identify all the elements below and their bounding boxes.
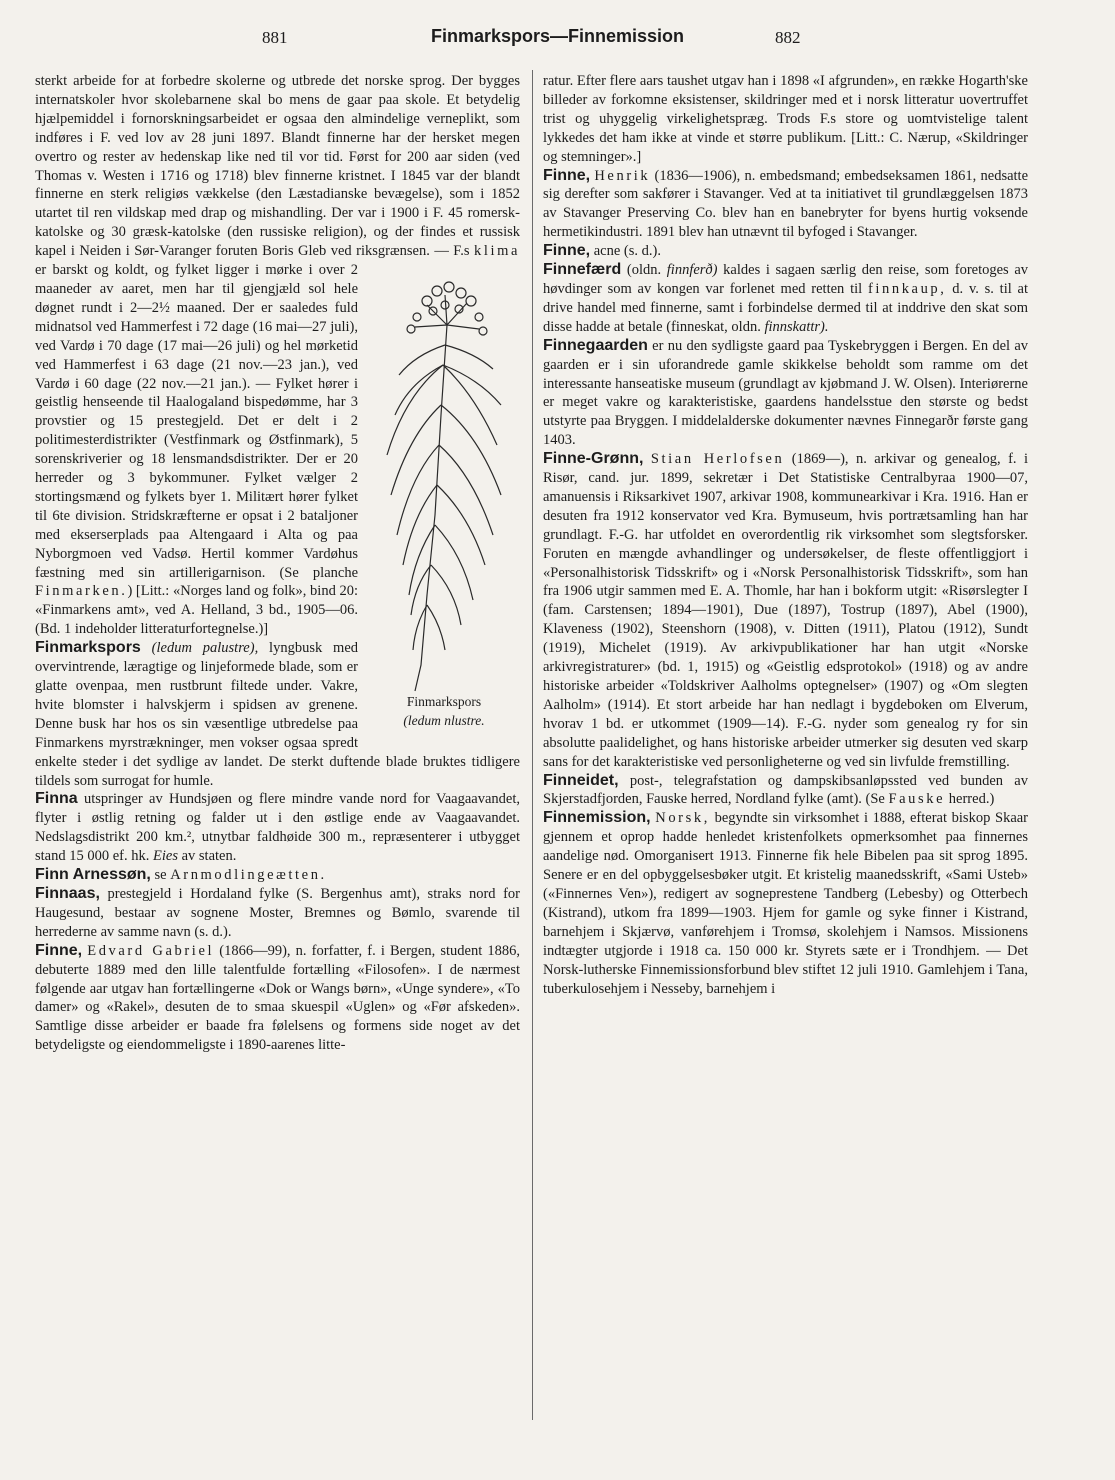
entry-finna xyxy=(35,790,520,866)
right-column xyxy=(543,72,1028,1432)
text: kaldes i sagaen særlig den reise, som foretoges av høvdinger som av kongen var forlenet med retten til xyxy=(543,262,1029,297)
entry-finne-acne xyxy=(543,242,1028,261)
finmarken-ref: Finmarken. xyxy=(35,583,128,600)
entry-finnefaerd xyxy=(543,261,1028,337)
text: ) [Litt.: «Norges land og folk», bind 20: «Finmarkens amt», ved A. Helland, 3 bd., 1905—06. (Bd. 1 indeholder litteraturfortegnelse.)] xyxy=(35,583,358,638)
person-name: Stian Herlofsen xyxy=(650,451,785,468)
finnkaup-term: finnkaup, xyxy=(867,280,947,297)
headword: Finnemission, xyxy=(543,809,651,827)
text: se xyxy=(154,867,167,884)
headword: Finnefærd xyxy=(543,261,622,279)
entry-finneidet xyxy=(543,772,1028,810)
text: begyndte sin virksomhet i 1888, efterat biskop Skaar gjennem et oprop hadde henledet kristenfolkets opmerksomhet paa finnernes aandelige nød. Omorganisert 1913. Finnerne fik hele Bibelen paa sit sprog 1895. Senere er en del opbyggelsesbøker utgit. Et kristelig maanedsskrift, «Sami Usteb» («Finnernes Ven»), redigert av sogneprestene Tandberg (Lebesby) og Otterbech (Kistrand), utkom fra 1899—1903. Hjem for gamle og syke finner i Kistrand, barnehjem i Skjærvø, vanførehjem i Tromsø, skolehjem i Namsos. Missionens indtægter utgjorde i 1918 ca. 150 000 kr. Styrets sæte er i Trondhjem. — Det Norsk-lutherske Finnemissionsforbund blev stiftet 12 juli 1910. Gamlehjem i Tana, tuberkulosehjem i Nesseby, barnehjem i xyxy=(543,810,1029,997)
running-title: Finmarkspors—Finnemission xyxy=(430,26,685,46)
entry-finn-arnessen xyxy=(35,866,520,885)
caption-title: Finmarkspors xyxy=(406,694,482,710)
text: ratur. Efter flere aars taushet utgav han i 1898 «I afgrunden», en række Hogarth'ske billeder av forkomne eksistenser, skildringer med et i norsk litteratur uovertruffet trist og uhyggelig virkelighetspræg. Trods F.s store og uomtvistelige talent lykkedes det ham ikke at vinde et større publikum. [Litt.: C. Nærup, «Skildringer og stemninger».] xyxy=(543,73,1028,165)
qualifier: Norsk, xyxy=(655,810,710,827)
text: (1836—1906), n. embedsmand; embedseksamen 1861, nedsatte sig derefter som sakfører i Stavanger. Ved at ta initiativet til grundlæggelsen 1873 av Stavanger Preserving Co. blev han en banebryter for byens hurtig voksende hermetikindustri. 1891 blev han utnævnt til byfoged i Stavanger. xyxy=(543,167,1029,241)
text: av staten. xyxy=(181,848,237,865)
page-number-left: 881 xyxy=(262,28,288,47)
entry-finnemission xyxy=(543,809,1028,998)
entry-finne-henrik xyxy=(543,167,1028,243)
headword: Finnaas, xyxy=(35,884,100,902)
text: herred.) xyxy=(948,791,995,808)
entry-finnaas xyxy=(35,885,520,942)
headword: Finmarkspors xyxy=(35,639,141,657)
left-column xyxy=(35,72,520,1432)
old-norse-word: finnferð) xyxy=(666,262,718,279)
old-norse-word: finnskattr). xyxy=(764,318,829,335)
headword: Finna xyxy=(35,790,78,808)
text: (1866—99), n. forfatter, f. i Bergen, student 1886, debuterte 1889 med den lille talentfulde fortælling «Filosofen». I de nærmest følgende aar utgav han fortællingerne «Dok or Wangs børn», «Unge syndere», «To damer» og «Rakel», desuten de to smaa skuespil «Uglen» og «Før afskeden». Samtlige disse arbeider er baade fra følelsens og formens side noget av det betydeligste og eiendommeligste i 1890-aarenes litte- xyxy=(35,942,520,1054)
page-header xyxy=(0,28,1115,54)
text: post-, telegrafstation og dampskibsanløpssted ved bunden av Skjerstadfjorden, Fauske herred, Nordland fylke (amt). (Se xyxy=(543,772,1028,808)
entry-finnegaarden xyxy=(543,337,1028,450)
person-name: Edvard Gabriel xyxy=(87,942,215,959)
headword: Finne, xyxy=(35,941,83,959)
headword: Finne-Grønn, xyxy=(543,450,644,468)
text: (1869—), n. arkivar og genealog, f. i Risør, cand. jur. 1899, sekretær i Det Statistiske Centralbyraa 1900—07, amanuensis i Riksarkivet 1907, arkivar 1908, kommunearkivar i Kra. 1916. Han er desuten fra 1912 konservator ved Kra. Bymuseum, hvis portrætsamling han har grundlagt. F.-G. har utfoldet en overordentlig rik virksomhet som slegtsforsker. Foruten en mængde avhandlinger og undersøkelser, de fleste offentliggjort i «Personalhistorisk Tidsskrift» og i «Norsk Personalhistorisk Tidsskrift», som han fra 1906 utgir sammen med E. A. Thomle, har han i bokform utgit: «Risørslegter I (fam. Carstensen; 1894—1901), Due (1897), Tostrup (1897), Abel (1900), Klaveness (1902), Steenshorn (1908), v. Ditten (1911), Platou (1912), Sundt (1919), Michelet (1919). Av arkivpublikationer har han utgit «Norske arkivregistraturer» (bd. 1, 1915) og «Geistlig edsprotokol» (1918) og av andre historiske arbeider «Toldskriver Aalholms optegnelser» (1907) og «Om slegten Aalholm» (1914). Et stort arbeide har han nedlagt i bygdeboken om Elverum, hvorav 1 bd. er utkommet (1909—14). F.-G. nyder som genealog ry for sin absolutte paalidelighet, og hans historiske arbeider utmerker sig desuten ved skarp sans for det karakteristiske ved personligheterne og ved sin livfulde fremstilling. xyxy=(543,451,1028,770)
text: acne (s. d.). xyxy=(593,243,661,260)
cross-reference: Fauske xyxy=(888,791,946,808)
person-name: Henrik xyxy=(594,167,651,184)
headword: Finnegaarden xyxy=(543,336,648,354)
text: utspringer av Hundsjøen og flere mindre vande nord for Vaagaavandet, flyter i østlig retning og falder ut i den østlige ende av Vaagaavandet. Nedslagsdistrikt 200 km.², utnytbar faldhøide 300 m., repræsenterer i utbygget stand 15 000 ef. hk. xyxy=(35,791,520,865)
text: er nu den sydligste gaard paa Tyskebryggen i Bergen. En del av gaarden er i sin uforandrede gamle skikkelse beholdt som ramme om det interessante hanseatiske museum (grundlagt av kjøbmand J. W. Olsen). Interiørerne er meget vakre og karakteristiske, gaardens handelsstue den største og bedst utstyrte paa Bryggen. I middelalderske dokumenter nævnes Finnegarðr første gang 1403. xyxy=(543,337,1029,449)
column-divider xyxy=(532,70,533,1420)
headword: Finneidet, xyxy=(543,771,619,789)
caption-latin: (ledum nlustre. xyxy=(403,712,485,728)
finmarkspors-illustration xyxy=(368,265,520,735)
headword: Finne, xyxy=(543,242,591,260)
text: (oldn. xyxy=(626,262,662,279)
entry-finne-edvard xyxy=(35,942,520,1055)
headword: Finne, xyxy=(543,166,591,184)
text: d. v. s. til at drive handel med finnerne, samt i forbindelse dermed til at inddrive den skat som disse hadde at betale (finneskat, oldn. xyxy=(543,280,1029,335)
ledum-plant-drawing xyxy=(375,265,513,693)
text: lyngbusk med overvintrende, læragtige og linjeformede blade, som er glatte ovenpaa, men rustbrunt filtede under. Vakre, hvite blomster i halvskjerm i spidsen av grenene. Denne busk har hos os sin væsentlige utbredelse paa Finmarkens myrstrækninger, men vokser ogsaa spredt enkelte steder i det sydlige av landet. De sterkt duftende blade bruktes tidligere tildels som surrogat for humle. xyxy=(35,640,520,789)
text: prestegjeld i Hordaland fylke (S. Bergenhus amt), straks nord for Haugesund, bestaar av sognene Moster, Bremnes og Bømlo, svarende til herrederne av samme navn (s. d.). xyxy=(35,885,521,940)
cross-reference: Arnmodlingeætten. xyxy=(170,867,327,884)
latin-name: (ledum palustre), xyxy=(151,640,259,657)
eies-word: Eies xyxy=(153,848,178,865)
klima-term: klima xyxy=(473,243,521,260)
text: sterkt arbeide for at forbedre skolerne og utbrede det norske sprog. Der bygges internatskoler hvor skolebarnene skal bo mens de gaar paa skole. Et betydelig hjælpemiddel i fornorskningsarbeidet er ogsaa den almindelige verneplikt, som indføres i F. ved lov av 28 juni 1897. Blandt finnerne har der hersket megen overtro og rester av hedenskap like ned til vor tid. Først for 200 aar siden (ved Thomas v. Westen i 1716 og 1718) blev finnerne kristnet. I 1845 var der blandt finnerne en sterk religiøs vækkelse (den Læstadianske bevægelse), som i 1852 utartet til ren vildskap med drap og mishandling. Der var i 1900 i F. 45 romersk-katolske og 30 græsk-katolske (den russiske religion), og der findes et russisk kapel i Neiden i Sør-Varanger foruten Boris Gleb ved riksgrænsen. — F.s xyxy=(35,73,520,260)
text: er barskt og koldt, og fylket ligger i mørke i over 2 maaneder av aaret, men har til gjengjæld sol hele døgnet rundt i 2—2½ maaned. Der er saaledes fuld midnatsol ved Hammerfest i 72 dage (16 mai—27 juli), ved Vardø i 70 dage (17 mai—26 juli) og hel mørketid ved Hammerfest i 63 dage (21 nov.—23 jan.), ved Vardø i 60 dage (22 nov.—21 jan.). — Fylket hører i geistlig henseende til Haalogaland bispedømme, har 3 provstier og 15 prestegjeld. Det er delt i 2 politimesterdistrikter (Vestfinmark og Østfinmark), 5 sorenskriverier og 18 lensmandsdistrikter. Der er 20 herreder og 3 bykommuner. Fylket vælger 2 stortingsmænd og fylkets byer 1. Militært hører fylket til 6te division. Stridskræfterne er opsat i 2 bataljoner med ekserserplads paa Altengaard i Alta og paa Nyborgmoen ved Vadsø. Hertil kommer Vardøhus fæstning med sin artillerigarnison. (Se planche xyxy=(35,262,358,581)
entry-finne-edvard-continued xyxy=(543,72,1028,167)
page-number-right: 882 xyxy=(775,28,801,47)
figure-caption xyxy=(368,694,520,729)
headword: Finn Arnessøn, xyxy=(35,866,151,884)
entry-finne-gronn xyxy=(543,450,1028,771)
